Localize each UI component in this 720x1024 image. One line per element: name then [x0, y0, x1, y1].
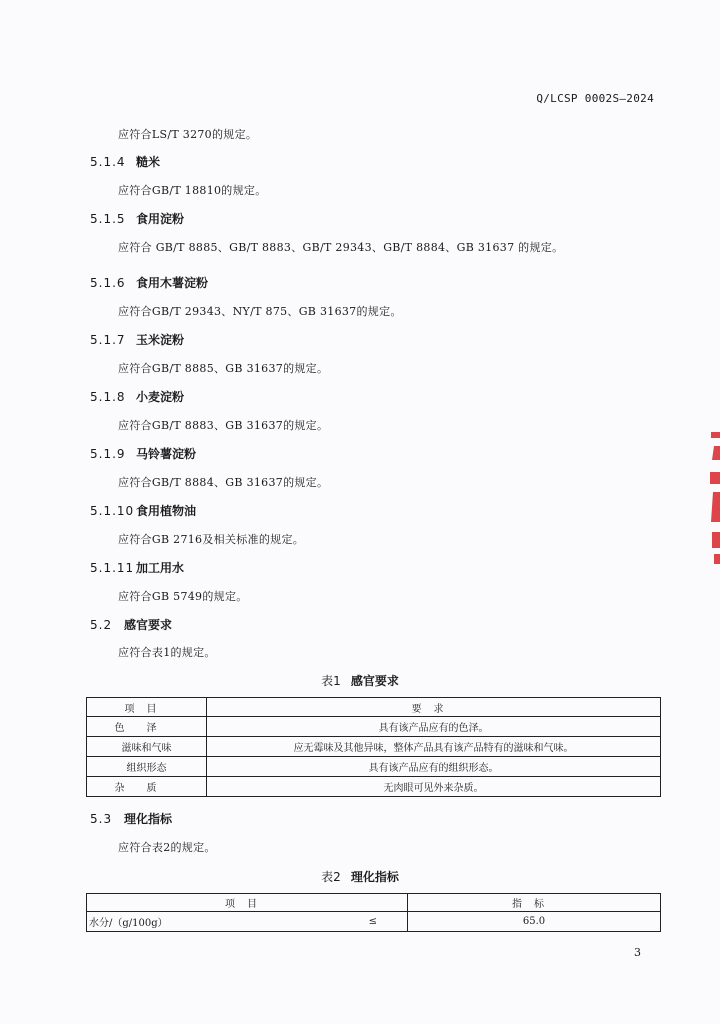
table1	[86, 697, 661, 797]
section-heading	[90, 559, 184, 576]
section-text: 应符合GB/T 8883、GB 31637的规定。	[118, 419, 329, 432]
document-code: Q/LCSP 0002S—2024	[536, 92, 654, 105]
table2-caption	[0, 868, 720, 885]
section-title: 食用植物油	[136, 504, 197, 518]
section-text: 应符合GB/T 18810的规定。	[118, 184, 267, 197]
table-cell: 应无霉味及其他异味，整体产品具有该产品特有的滋味和气味。	[207, 737, 661, 757]
table1-label: 表1	[321, 674, 341, 688]
section-title: 食用淀粉	[136, 212, 185, 226]
section-heading	[90, 502, 196, 519]
section-number: 5.2	[90, 618, 113, 632]
table1-caption	[0, 672, 720, 689]
table-cell: 组织形态	[87, 757, 207, 777]
intro-text: 应符合LS/T 3270的规定。	[118, 128, 258, 141]
table-cell: 65.0	[408, 912, 661, 932]
section-text: 应符合GB/T 8884、GB 31637的规定。	[118, 476, 329, 489]
table-header-row	[87, 894, 661, 912]
red-seal-fragment	[702, 428, 720, 568]
section-heading	[90, 388, 184, 405]
table2	[86, 893, 661, 932]
page-number: 3	[634, 946, 641, 959]
section-text: 应符合 GB/T 8885、GB/T 8883、GB/T 29343、GB/T 8884、GB 31637 的规定。	[118, 241, 564, 254]
section-heading	[90, 445, 196, 462]
section-number: 5.1.7	[90, 333, 126, 347]
table-header-cell: 指标	[408, 894, 661, 912]
table-cell-symbol: ≤	[357, 912, 408, 932]
section-text: 应符合GB/T 29343、NY/T 875、GB 31637的规定。	[118, 305, 402, 318]
section-text: 应符合表2的规定。	[118, 841, 216, 854]
section-text: 应符合GB 2716及相关标准的规定。	[118, 533, 305, 546]
table-cell: 色泽	[87, 717, 207, 737]
section-title: 食用木薯淀粉	[136, 276, 209, 290]
table-row	[87, 757, 661, 777]
section-number: 5.1.6	[90, 276, 126, 290]
section-number: 5.1.9	[90, 447, 126, 461]
table-header-cell: 项目	[87, 698, 207, 717]
table-cell: 无肉眼可见外来杂质。	[207, 777, 661, 797]
section-title: 感官要求	[124, 618, 173, 632]
section-number: 5.3	[90, 812, 113, 826]
table-row	[87, 717, 661, 737]
table-cell: 水分/（g/100g）	[87, 912, 358, 932]
section-title: 理化指标	[124, 812, 173, 826]
table-header-cell: 项目	[87, 894, 408, 912]
section-heading	[90, 153, 160, 170]
section-heading	[90, 274, 208, 291]
section-heading	[90, 331, 184, 348]
section-title: 马铃薯淀粉	[136, 447, 197, 461]
table2-label: 表2	[321, 870, 341, 884]
section-title: 糙米	[136, 155, 161, 169]
section-text: 应符合GB 5749的规定。	[118, 590, 248, 603]
table1-title: 感官要求	[350, 674, 399, 688]
section-text: 应符合GB/T 8885、GB 31637的规定。	[118, 362, 329, 375]
table-cell: 杂质	[87, 777, 207, 797]
table-cell: 滋味和气味	[87, 737, 207, 757]
section-number: 5.1.5	[90, 212, 126, 226]
section-heading	[90, 616, 172, 633]
section-title: 玉米淀粉	[136, 333, 185, 347]
section-number: 5.1.4	[90, 155, 126, 169]
table-cell: 具有该产品应有的组织形态。	[207, 757, 661, 777]
section-text: 应符合表1的规定。	[118, 646, 216, 659]
table-row	[87, 777, 661, 797]
section-heading	[90, 810, 172, 827]
table-header-row	[87, 698, 661, 717]
section-number: 5.1.11	[90, 561, 135, 575]
table-cell: 具有该产品应有的色泽。	[207, 717, 661, 737]
section-number: 5.1.8	[90, 390, 126, 404]
table-row	[87, 912, 661, 932]
section-title: 小麦淀粉	[136, 390, 185, 404]
section-heading	[90, 210, 184, 227]
table-header-cell: 要求	[207, 698, 661, 717]
table-row	[87, 737, 661, 757]
table2-title: 理化指标	[350, 870, 399, 884]
section-number: 5.1.10	[90, 504, 135, 518]
section-title: 加工用水	[136, 561, 185, 575]
